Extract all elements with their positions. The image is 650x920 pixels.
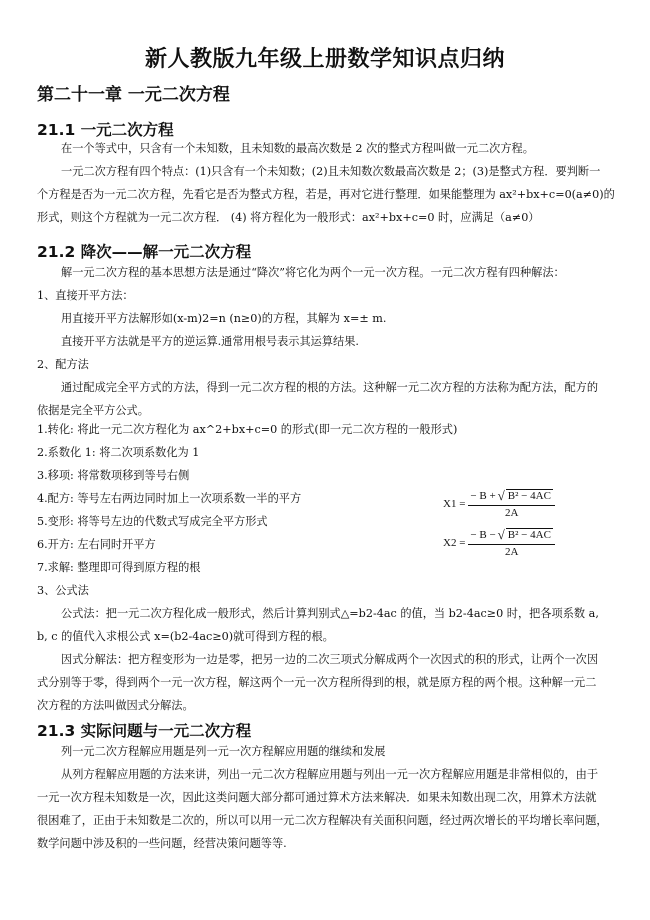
paragraph-line: 次方程的方法叫做因式分解法。 xyxy=(37,699,194,712)
step-item: 2.系数化 1: 将二次项系数化为 1 xyxy=(37,446,200,459)
paragraph-line: 用直接开平方法解形如(x-m)2=n (n≥0)的方程，其解为 x=± m. xyxy=(61,312,387,325)
formula-lhs: X2 = xyxy=(443,536,466,549)
step-item: 5.变形: 将等号左边的代数式写成完全平方形式 xyxy=(37,515,268,528)
formula-radicand: B² − 4AC xyxy=(507,529,551,541)
section-heading-21-3: 21.3 实际问题与一元二次方程 xyxy=(37,722,252,740)
radical-sign-icon: √ xyxy=(497,527,505,542)
list-heading: 3、公式法 xyxy=(37,584,89,597)
step-item: 6.开方: 左右同时开平方 xyxy=(37,538,156,551)
paragraph-line: 依据是完全平方公式。 xyxy=(37,404,149,417)
document-title: 新人教版九年级上册数学知识点归纳 xyxy=(144,47,505,72)
paragraph-line: 数学问题中涉及积的一些问题，经营决策问题等等. xyxy=(37,837,287,850)
formula-lhs: X1 = xyxy=(443,497,466,510)
paragraph-line: 一元二次方程有四个特点：(1)只含有一个未知数；(2)且未知数次数最高次数是 2；(3)是整式方程．要判断一 xyxy=(61,165,601,178)
step-item: 4.配方: 等号左右两边同时加上一次项系数一半的平方 xyxy=(37,492,302,505)
paragraph-line: 直接开平方法就是平方的逆运算.通常用根号表示其运算结果. xyxy=(61,335,359,348)
paragraph-line: 通过配成完全平方式的方法，得到一元二次方程的根的方法。这种解一元二次方程的方法称为配方法，配方的 xyxy=(61,381,599,394)
section-heading-21-1: 21.1 一元二次方程 xyxy=(37,121,174,139)
paragraph-line: 因式分解法：把方程变形为一边是零，把另一边的二次三项式分解成两个一次因式的积的形式，让两个一次因 xyxy=(61,653,599,666)
paragraph-line: 个方程是否为一元二次方程，先看它是否为整式方程，若是，再对它进行整理．如果能整理为 ax²+bx+c=0(a≠0)的 xyxy=(37,188,615,201)
formula-radicand: B² − 4AC xyxy=(507,490,551,502)
paragraph-line: 解一元二次方程的基本思想方法是通过“降次”将它化为两个一元一次方程。一元二次方程有四种解法： xyxy=(61,266,565,279)
radical-sign-icon: √ xyxy=(497,488,505,503)
paragraph-line: 很困难了，正由于未知数是二次的，所以可以用一元二次方程解决有关面积问题，经过两次增长的平均增长率问题， xyxy=(37,814,608,827)
formula-numerator xyxy=(468,488,555,505)
list-heading: 2、配方法 xyxy=(37,358,89,371)
list-heading: 1、直接开平方法： xyxy=(37,289,134,302)
paragraph-line: 式分别等于零，得到两个一元一次方程，解这两个一元一次方程所得到的根，就是原方程的两个根。这种解一元二 xyxy=(37,676,597,689)
step-item: 3.移项: 将常数项移到等号右侧 xyxy=(37,469,190,482)
paragraph-line: 在一个等式中，只含有一个未知数，且未知数的最高次数是 2 次的整式方程叫做一元二次方程。 xyxy=(61,142,534,155)
formula-denominator: 2A xyxy=(504,507,519,519)
paragraph-line: 列一元二次方程解应用题是列一元一次方程解应用题的继续和发展 xyxy=(61,745,386,758)
formula-fraction xyxy=(468,527,555,558)
paragraph-line: 从列方程解应用题的方法来讲，列出一元二次方程解应用题与列出一元一次方程解应用题是非常相似的，由于 xyxy=(61,768,599,781)
section-heading-21-2: 21.2 降次——解一元二次方程 xyxy=(37,243,252,261)
chapter-heading: 第二十一章 一元二次方程 xyxy=(37,85,230,105)
quadratic-formula-x2 xyxy=(443,527,555,558)
step-item: 7.求解: 整理即可得到原方程的根 xyxy=(37,561,201,574)
formula-prefix: − B + xyxy=(470,490,496,502)
formula-fraction xyxy=(468,488,555,519)
quadratic-formula-x1 xyxy=(443,488,555,519)
formula-numerator xyxy=(468,527,555,544)
formula-denominator: 2A xyxy=(504,546,519,558)
paragraph-line: 形式，则这个方程就为一元二次方程． (4) 将方程化为一般形式：ax²+bx+c=0 时，应满足（a≠0） xyxy=(37,211,540,224)
paragraph-line: b, c 的值代入求根公式 x=(b2-4ac≥0)就可得到方程的根。 xyxy=(37,630,334,643)
paragraph-line: 一元一次方程未知数是一次，因此这类问题大部分都可通过算术方法来解决．如果未知数出现二次，用算术方法就 xyxy=(37,791,597,804)
step-item: 1.转化: 将此一元二次方程化为 ax^2+bx+c=0 的形式(即一元二次方程的一般形式) xyxy=(37,423,458,436)
paragraph-line: 公式法：把一元二次方程化成一般形式，然后计算判别式△=b2-4ac 的值，当 b2-4ac≥0 时，把各项系数 a, xyxy=(61,607,599,620)
formula-prefix: − B − xyxy=(470,529,496,541)
